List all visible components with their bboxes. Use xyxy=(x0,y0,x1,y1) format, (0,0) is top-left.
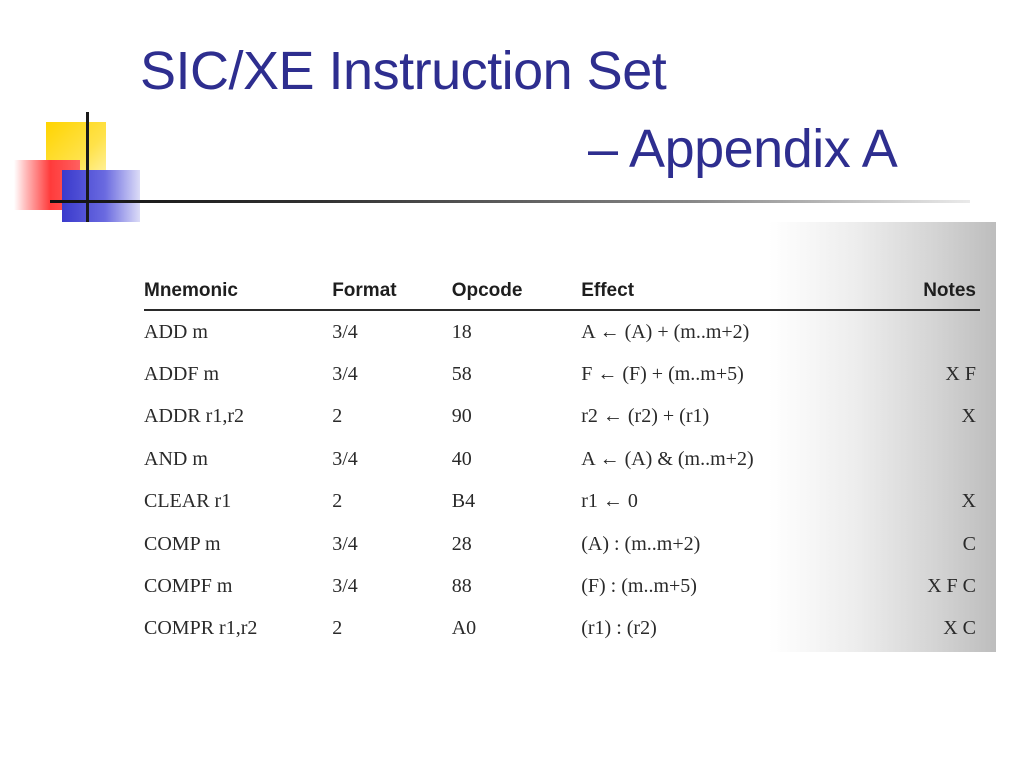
cell-notes: X F C xyxy=(927,575,976,598)
cell-mnemonic: COMPR r1,r2 xyxy=(144,617,258,640)
cell-mnemonic: COMP m xyxy=(144,532,221,555)
cell-mnemonic: COMPF m xyxy=(144,575,233,598)
cell-effect: r2 ← (r2) + (r1) xyxy=(581,405,710,428)
table-row xyxy=(144,353,980,395)
decor-blue-square xyxy=(62,170,140,222)
cell-mnemonic: CLEAR r1 xyxy=(144,490,232,513)
cell-effect: r1 ← 0 xyxy=(581,490,638,513)
cell-notes: X xyxy=(961,490,976,513)
table-row xyxy=(144,565,980,607)
table-row xyxy=(144,310,980,353)
cell-format: 2 xyxy=(332,617,343,640)
cell-opcode: A0 xyxy=(451,617,477,640)
table-row xyxy=(144,396,980,438)
cell-mnemonic: ADDR r1,r2 xyxy=(144,405,244,428)
cell-opcode: 90 xyxy=(451,405,472,428)
cell-opcode: 28 xyxy=(451,532,472,555)
header-mnemonic: Mnemonic xyxy=(144,274,332,310)
table-row xyxy=(144,523,980,565)
cell-opcode: 88 xyxy=(451,575,472,598)
cell-format: 3/4 xyxy=(332,575,358,598)
cell-effect: (A) : (m..m+2) xyxy=(581,532,701,555)
header-opcode: Opcode xyxy=(452,274,582,310)
cell-mnemonic: AND m xyxy=(144,447,208,470)
cell-format: 2 xyxy=(332,490,343,513)
table-row xyxy=(144,608,980,650)
cell-notes: X F xyxy=(945,363,976,386)
cell-format: 2 xyxy=(332,405,343,428)
header-effect: Effect xyxy=(581,274,899,310)
slide-title: SIC/XE Instruction Set xyxy=(140,41,667,101)
cell-opcode: 40 xyxy=(451,447,472,470)
cell-mnemonic: ADDF m xyxy=(144,363,220,386)
header-format: Format xyxy=(332,274,452,310)
cell-mnemonic: ADD m xyxy=(144,320,208,343)
title-underline xyxy=(50,200,970,203)
cell-effect: (r1) : (r2) xyxy=(581,617,657,640)
table-header-row xyxy=(144,274,980,310)
cell-opcode: 18 xyxy=(451,320,472,343)
cell-effect: A ← (A) & (m..m+2) xyxy=(581,447,754,470)
cell-opcode: 58 xyxy=(451,363,472,386)
slide-subtitle: – Appendix A xyxy=(588,119,898,179)
decor-vertical-line xyxy=(86,112,89,222)
cell-format: 3/4 xyxy=(332,363,358,386)
cell-notes xyxy=(899,310,980,353)
cell-notes: C xyxy=(962,532,976,555)
table-row xyxy=(144,481,980,523)
table-row xyxy=(144,438,980,480)
cell-format: 3/4 xyxy=(332,447,358,470)
cell-format: 3/4 xyxy=(332,532,358,555)
header-notes: Notes xyxy=(899,274,980,310)
cell-notes: X xyxy=(961,405,976,428)
cell-effect: (F) : (m..m+5) xyxy=(581,575,697,598)
cell-effect: F ← (F) + (m..m+5) xyxy=(581,363,744,386)
cell-effect: A ← (A) + (m..m+2) xyxy=(581,320,750,343)
cell-format: 3/4 xyxy=(332,320,358,343)
cell-notes xyxy=(899,438,980,480)
cell-notes: X C xyxy=(943,617,976,640)
scanned-table-image xyxy=(124,222,996,652)
cell-opcode: B4 xyxy=(451,490,476,513)
instruction-table xyxy=(144,274,980,650)
